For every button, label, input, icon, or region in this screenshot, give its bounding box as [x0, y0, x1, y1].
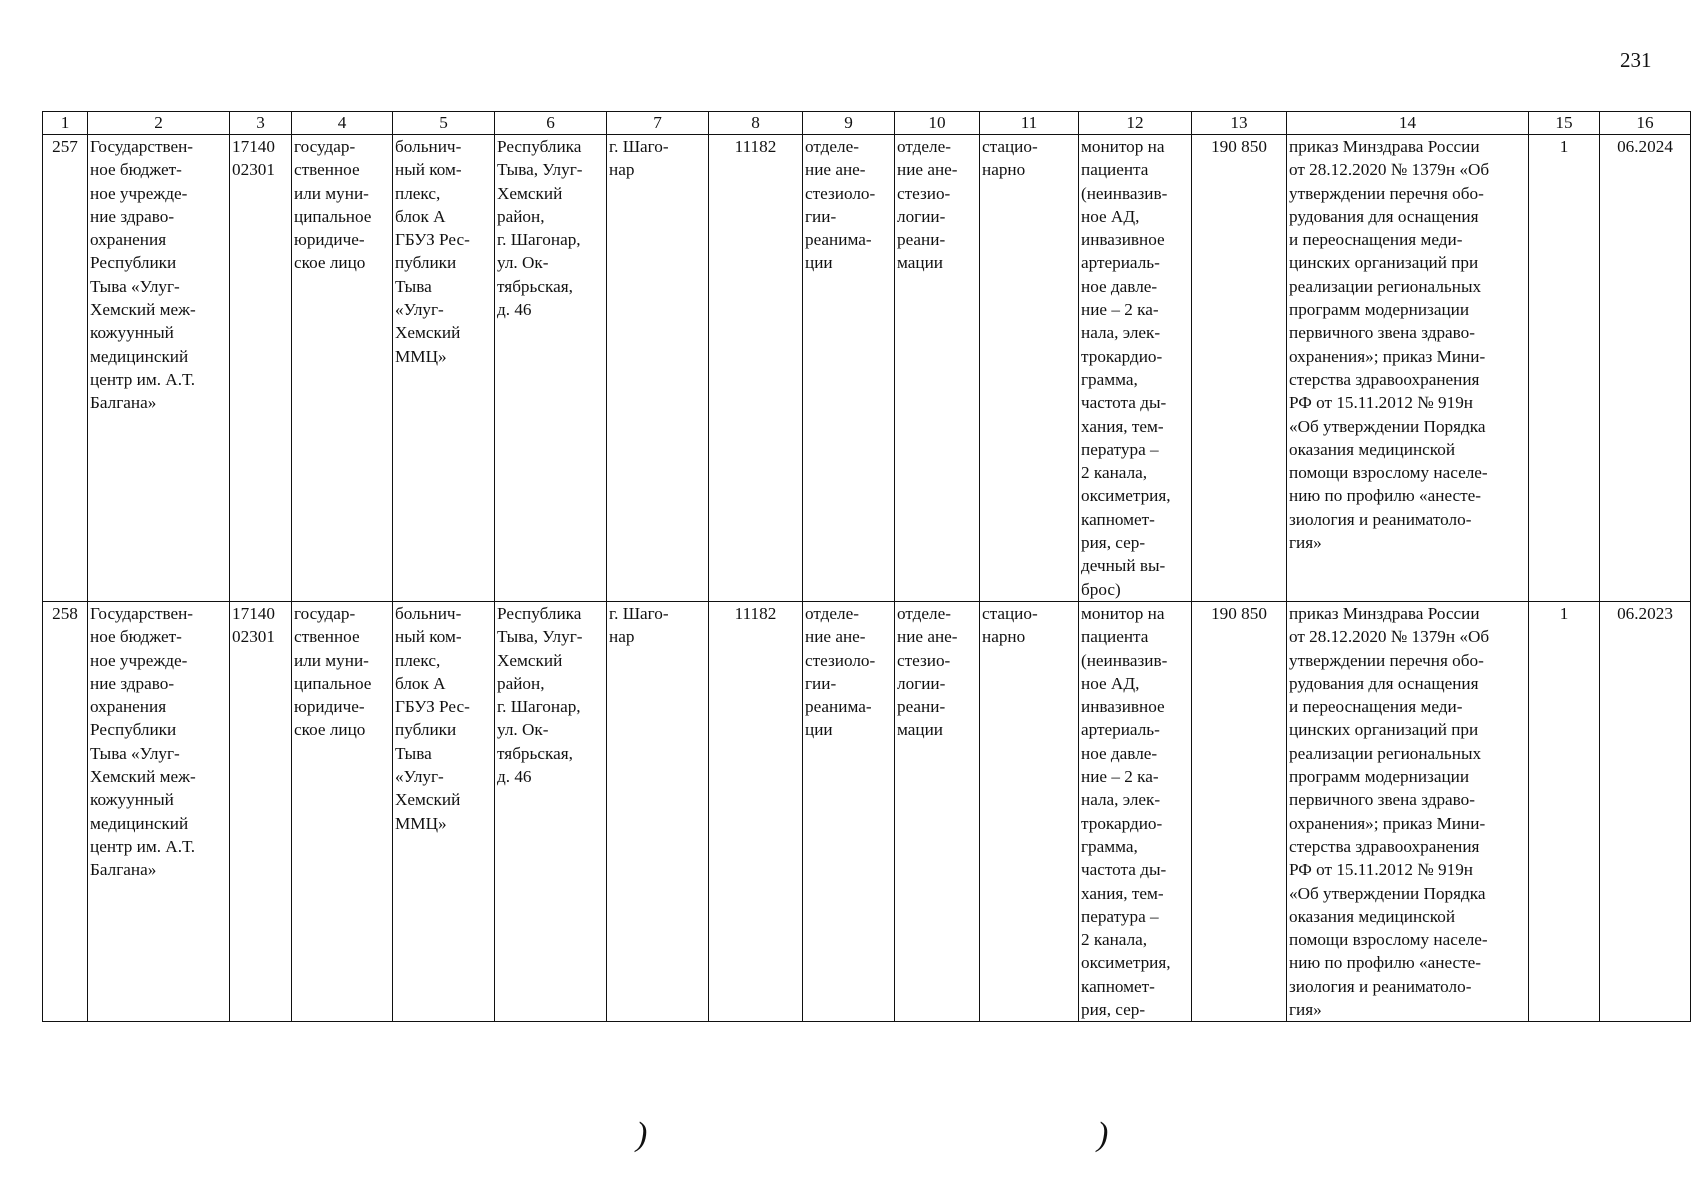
table-row [43, 135, 1691, 602]
care-condition: стацио- нарно [980, 135, 1079, 602]
column-number: 10 [895, 112, 980, 135]
code-value: 11182 [709, 135, 803, 602]
due-date: 06.2023 [1600, 602, 1691, 1022]
code-value: 11182 [709, 602, 803, 1022]
column-number: 14 [1287, 112, 1529, 135]
page-number: 231 [1620, 48, 1652, 72]
quantity: 1 [1529, 135, 1600, 602]
facility-building: больнич- ный ком- плекс, блок А ГБУЗ Рес- публики Тыва «Улуг- Хемский ММЦ» [393, 602, 495, 1022]
facility-address: Республика Тыва, Улуг- Хемский район, г. Шагонар, ул. Ок- тябрьская, д. 46 [495, 602, 607, 1022]
department: отделе- ние ане- стезиоло- гии- реанима- ции [803, 602, 895, 1022]
organization-code: 17140 02301 [230, 135, 292, 602]
regulation-basis: приказ Минздрава России от 28.12.2020 № 1379н «Об утверждении перечня обо- рудования для оснащения и переоснащения меди- цинских организаций при реализации региональных программ модернизации первичного звена здраво- охранения»; приказ Мини- стерства здравоохранения РФ от 15.11.2012 № 919н «Об утверждении Порядка оказания медицинской помощи взрослому населе- нию по профилю «анесте- зиология и реаниматоло- гия» [1287, 602, 1529, 1022]
quantity: 1 [1529, 602, 1600, 1022]
column-number: 6 [495, 112, 607, 135]
column-number: 2 [88, 112, 230, 135]
equipment-code: 190 850 [1192, 135, 1287, 602]
locality: г. Шаго- нар [607, 602, 709, 1022]
care-condition: стацио- нарно [980, 602, 1079, 1022]
column-number: 13 [1192, 112, 1287, 135]
column-number: 12 [1079, 112, 1192, 135]
column-number: 16 [1600, 112, 1691, 135]
department: отделе- ние ане- стезиоло- гии- реанима- ции [803, 135, 895, 602]
column-number: 1 [43, 112, 88, 135]
table-row [43, 602, 1691, 1022]
column-number: 7 [607, 112, 709, 135]
row-number: 258 [43, 602, 88, 1022]
column-number: 3 [230, 112, 292, 135]
organization-name: Государствен- ное бюджет- ное учрежде- ние здраво- охранения Республики Тыва «Улуг- Хемский меж- кожуунный медицинский центр им. А.Т. Балгана» [88, 602, 230, 1022]
column-number: 5 [393, 112, 495, 135]
legal-form: государ- ственное или муни- ципальное юридиче- ское лицо [292, 602, 393, 1022]
column-number: 8 [709, 112, 803, 135]
locality: г. Шаго- нар [607, 135, 709, 602]
facility-address: Республика Тыва, Улуг- Хемский район, г. Шагонар, ул. Ок- тябрьская, д. 46 [495, 135, 607, 602]
organization-code: 17140 02301 [230, 602, 292, 1022]
legal-form: государ- ственное или муни- ципальное юридиче- ское лицо [292, 135, 393, 602]
scan-mark: ) [636, 1116, 648, 1153]
equipment-name: монитор на пациента (неинвазив- ное АД, инвазивное артериаль- ное давле- ние – 2 ка- нала, элек- трокардио- грамма, частота ды- хания, тем- пература – 2 канала, оксиметрия, капномет- рия, сер- дечный вы- брос) [1079, 135, 1192, 602]
facility-building: больнич- ный ком- плекс, блок А ГБУЗ Рес- публики Тыва «Улуг- Хемский ММЦ» [393, 135, 495, 602]
due-date: 06.2024 [1600, 135, 1691, 602]
regulation-basis: приказ Минздрава России от 28.12.2020 № 1379н «Об утверждении перечня обо- рудования для оснащения и переоснащения меди- цинских организаций при реализации региональных программ модернизации первичного звена здраво- охранения»; приказ Мини- стерства здравоохранения РФ от 15.11.2012 № 919н «Об утверждении Порядка оказания медицинской помощи взрослому населе- нию по профилю «анесте- зиология и реаниматоло- гия» [1287, 135, 1529, 602]
scan-mark: ) [1097, 1116, 1109, 1153]
organization-name: Государствен- ное бюджет- ное учрежде- ние здраво- охранения Республики Тыва «Улуг- Хемский меж- кожуунный медицинский центр им. А.Т. Балгана» [88, 135, 230, 602]
department-profile: отделе- ние ане- стезио- логии- реани- мации [895, 135, 980, 602]
equipment-name: монитор на пациента (неинвазив- ное АД, инвазивное артериаль- ное давле- ние – 2 ка- нала, элек- трокардио- грамма, частота ды- хания, тем- пература – 2 канала, оксиметрия, капномет- рия, сер- [1079, 602, 1192, 1022]
department-profile: отделе- ние ане- стезио- логии- реани- мации [895, 602, 980, 1022]
column-number: 15 [1529, 112, 1600, 135]
column-number-row [43, 112, 1691, 135]
equipment-code: 190 850 [1192, 602, 1287, 1022]
column-number: 9 [803, 112, 895, 135]
column-number: 4 [292, 112, 393, 135]
column-number: 11 [980, 112, 1079, 135]
register-table [42, 111, 1691, 1022]
row-number: 257 [43, 135, 88, 602]
